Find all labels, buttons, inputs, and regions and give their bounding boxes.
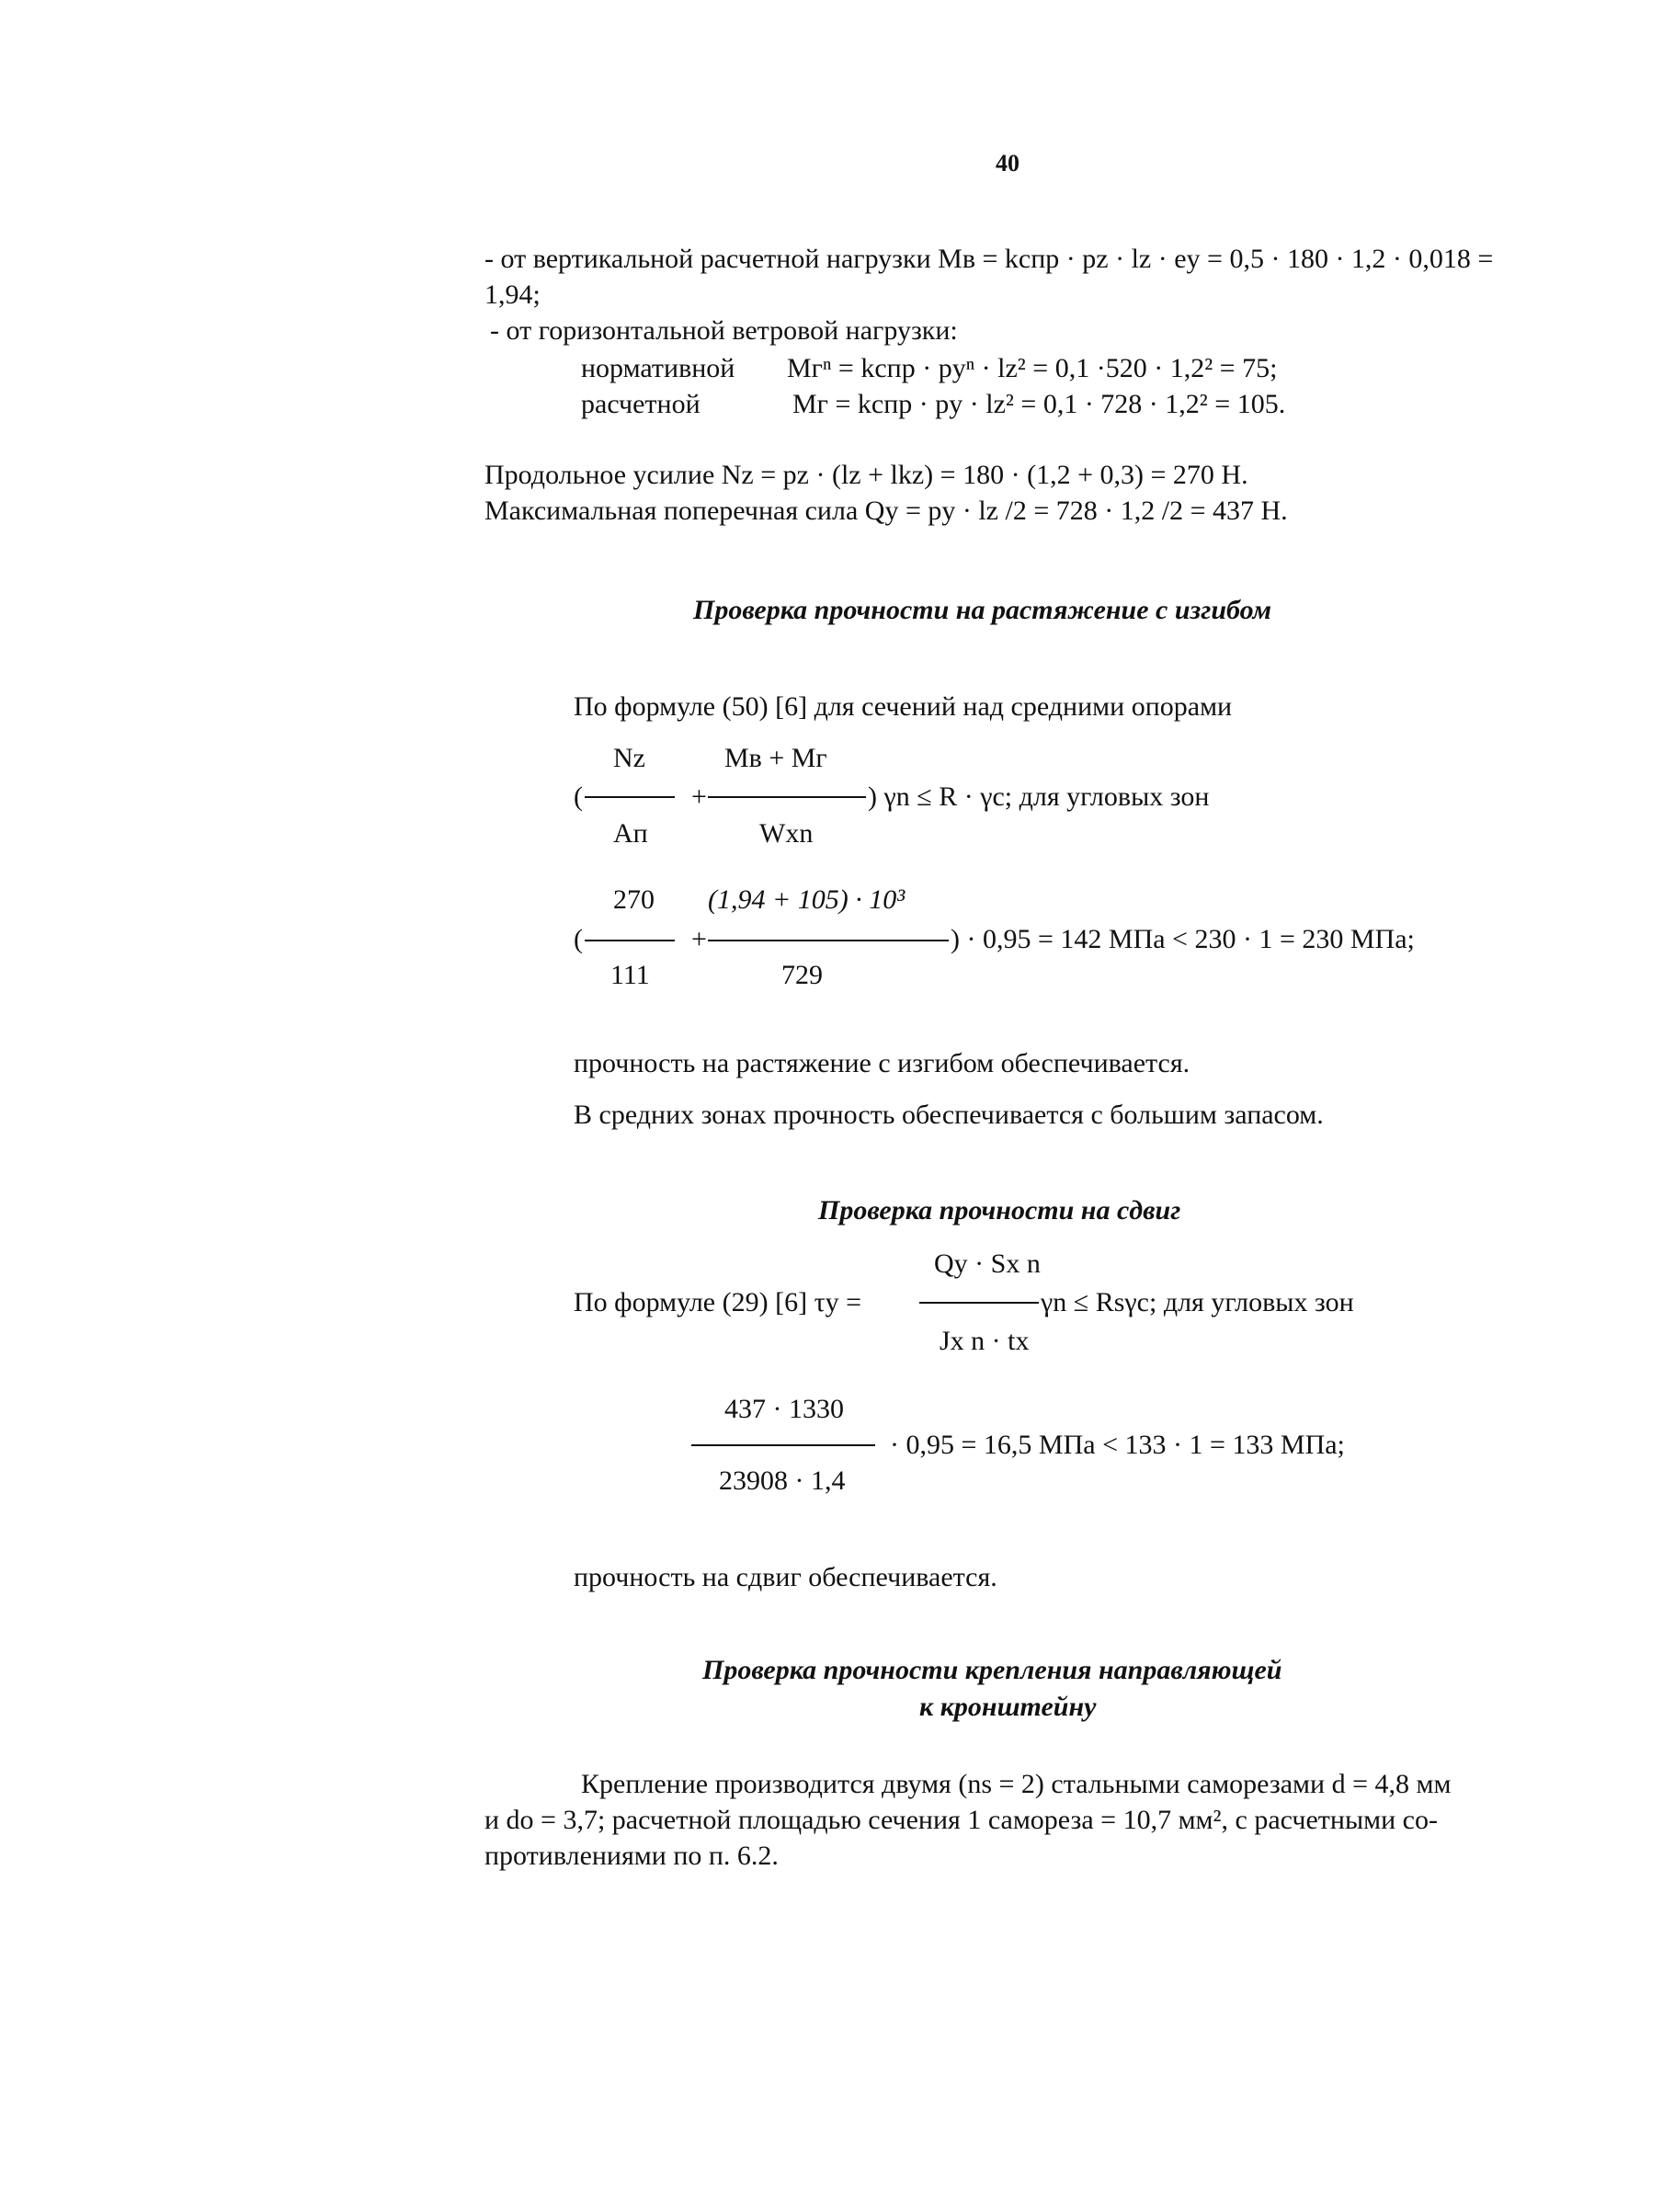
- formula2-fraction-bar-1: [585, 940, 675, 941]
- formula2-fraction-bar-2: [708, 940, 949, 941]
- shear-calc-denominator: 23908 · 1,4: [719, 1465, 846, 1496]
- fastening-paragraph-line1: Крепление производится двумя (ns = 2) стальными саморезами d = 4,8 мм: [581, 1769, 1452, 1799]
- formula2-denominator-1: 111: [610, 960, 650, 990]
- shear-formula-intro: По формуле (29) [6] τy =: [574, 1287, 862, 1317]
- shear-formula-fraction-bar: [919, 1302, 1039, 1304]
- shear-formula-tail: γn ≤ Rsγc; для угловых зон: [1041, 1287, 1354, 1317]
- shear-calc-numerator: 437 · 1330: [724, 1394, 844, 1424]
- vertical-load-moment-line2: 1,94;: [484, 279, 541, 310]
- tension-bending-heading: Проверка прочности на растяжение с изгибом: [693, 595, 1272, 625]
- normative-moment-formula: Mгⁿ = kспр · pyⁿ · lz² = 0,1 ·520 · 1,2² = 75;: [787, 353, 1278, 383]
- shear-calc-fraction-bar: [691, 1444, 875, 1446]
- tension-formula-intro: По формуле (50) [6] для сечений над средними опорами: [574, 691, 1233, 722]
- formula1-denominator-2: Wxn: [759, 818, 814, 849]
- transverse-force: Максимальная поперечная сила Qy = py · lz /2 = 728 · 1,2 /2 = 437 Н.: [484, 496, 1288, 526]
- formula1-fraction-bar-1: [585, 796, 675, 798]
- longitudinal-force: Продольное усилие Nz = pz · (lz + lkz) = 180 · (1,2 + 0,3) = 270 Н.: [484, 460, 1248, 490]
- formula2-plus: +: [691, 924, 707, 954]
- page-number: 40: [996, 150, 1019, 177]
- tension-conclusion: прочность на растяжение с изгибом обеспечивается.: [574, 1048, 1190, 1078]
- design-moment-formula: Mг = kспр · py · lz² = 0,1 · 728 · 1,2² = 105.: [792, 389, 1286, 419]
- formula2-denominator-2: 729: [781, 960, 823, 990]
- formula2-numerator-2: (1,94 + 105) · 10³: [708, 884, 906, 915]
- fastening-heading-line1: Проверка прочности крепления направляющей: [702, 1655, 1282, 1685]
- fastening-heading-line2: к кронштейну: [919, 1692, 1097, 1722]
- formula1-numerator-1: Nz: [613, 743, 645, 773]
- formula2-numerator-1: 270: [613, 884, 655, 915]
- formula1-open-paren: (: [574, 781, 583, 812]
- shear-formula-denominator: Jx n · tx: [940, 1326, 1030, 1356]
- formula2-open-paren: (: [574, 924, 583, 954]
- normative-label: нормативной: [581, 353, 735, 383]
- formula1-numerator-2: Mв + Mг: [724, 743, 827, 773]
- wind-load-intro: - от горизонтальной ветровой нагрузки:: [490, 315, 958, 346]
- shear-heading: Проверка прочности на сдвиг: [818, 1195, 1181, 1226]
- vertical-load-moment-line1: - от вертикальной расчетной нагрузки Mв = kспр · pz · lz · ey = 0,5 · 180 · 1,2 · 0,018 =: [484, 244, 1494, 274]
- formula1-tail: ) γn ≤ R · γc; для угловых зон: [868, 781, 1210, 812]
- formula2-tail: ) · 0,95 = 142 МПа < 230 · 1 = 230 МПа;: [951, 924, 1415, 954]
- middle-zones-note: В средних зонах прочность обеспечивается с большим запасом.: [574, 1100, 1324, 1130]
- formula1-denominator-1: Aп: [613, 818, 648, 849]
- fastening-paragraph-line2: и do = 3,7; расчетной площадью сечения 1 самореза = 10,7 мм², с расчетными со-: [484, 1805, 1438, 1835]
- formula1-fraction-bar-2: [708, 796, 866, 798]
- shear-formula-numerator: Qy · Sx n: [934, 1249, 1041, 1279]
- shear-conclusion: прочность на сдвиг обеспечивается.: [574, 1562, 997, 1592]
- fastening-paragraph-line3: противлениями по п. 6.2.: [484, 1841, 779, 1871]
- design-label: расчетной: [581, 389, 701, 419]
- formula1-plus: +: [691, 781, 707, 812]
- shear-calc-tail: · 0,95 = 16,5 МПа < 133 · 1 = 133 МПа;: [890, 1430, 1345, 1460]
